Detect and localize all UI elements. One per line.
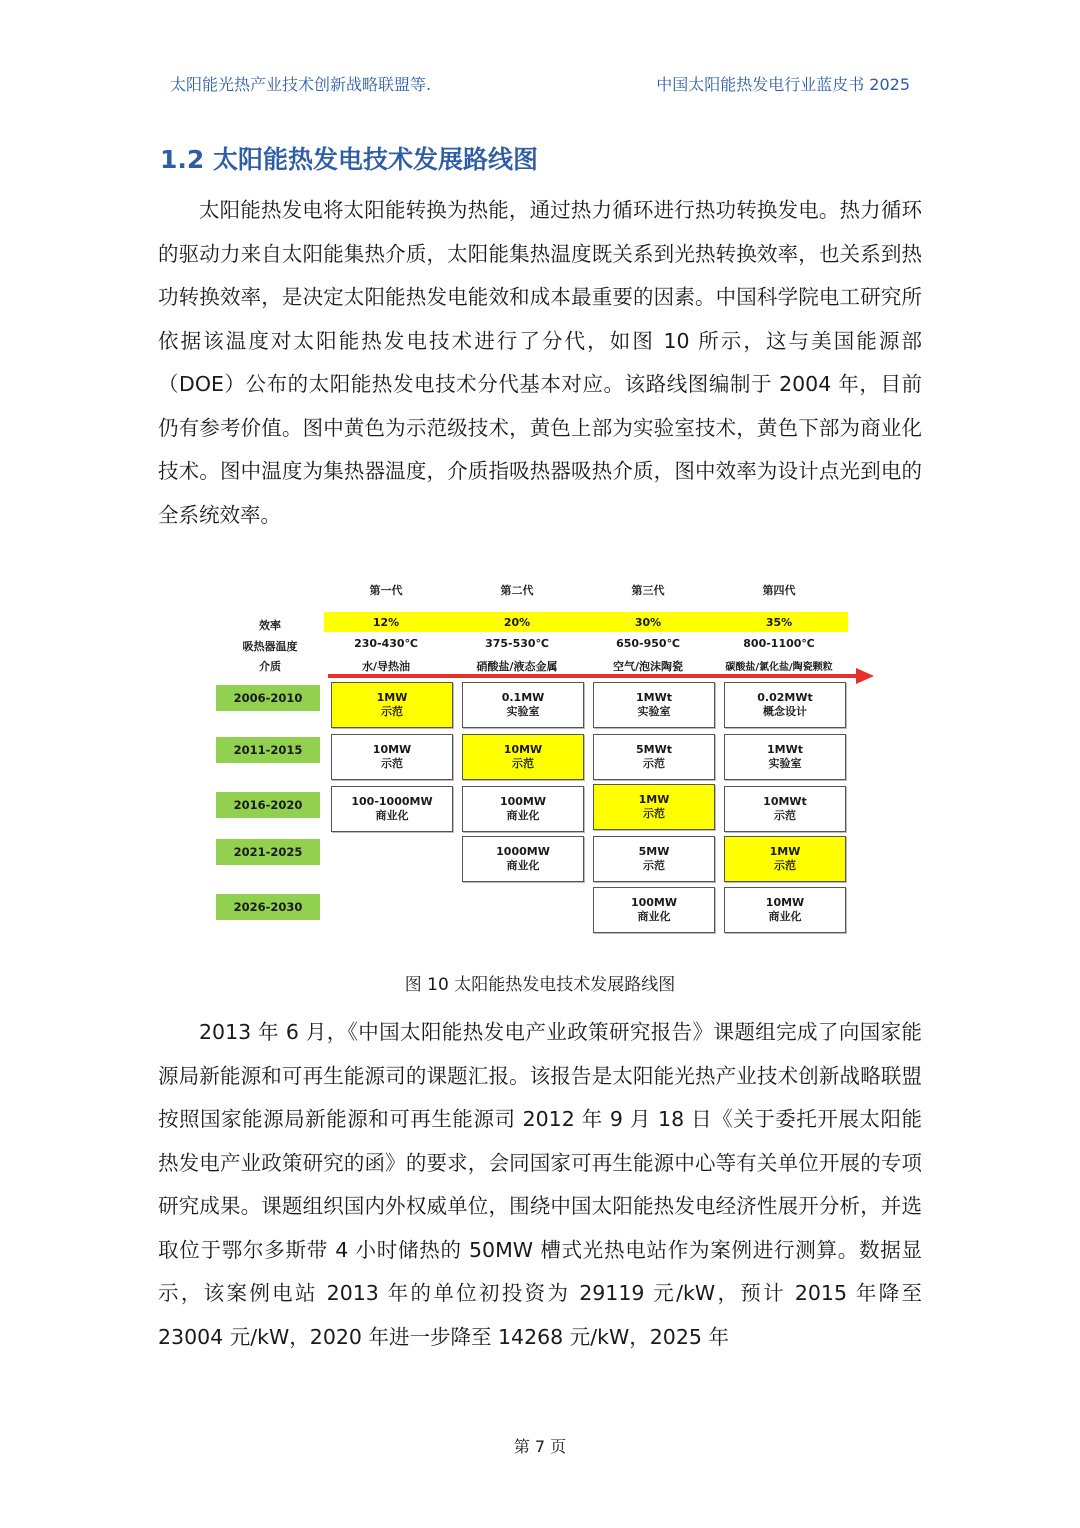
section-title: 1.2 太阳能热发电技术发展路线图: [160, 145, 538, 174]
cell-stage: 实验室: [637, 705, 671, 718]
temperature-value: 375-530℃: [485, 637, 549, 650]
cell-scale: 1MWt: [767, 743, 803, 756]
roadmap-cell: [462, 682, 584, 728]
cell-scale: 5MW: [638, 845, 670, 858]
header-right: 中国太阳能热发电行业蓝皮书 2025: [656, 75, 910, 94]
medium-value: 水/导热油: [361, 660, 411, 673]
temperature-label: 吸热器温度: [242, 640, 298, 653]
cell-stage: 示范: [643, 757, 665, 770]
roadmap-cell: [724, 682, 846, 728]
header-left: 太阳能光热产业技术创新战略联盟等.: [170, 75, 432, 94]
roadmap-cell: [462, 786, 584, 832]
cell-scale: 1MW: [638, 793, 670, 806]
temperature-value: 800-1100℃: [743, 637, 815, 650]
roadmap-cell: [331, 682, 453, 728]
generation-4-header: 第四代: [762, 584, 796, 597]
cell-stage: 概念设计: [763, 705, 807, 718]
cell-stage: 示范: [774, 809, 796, 822]
cell-scale: 100-1000MW: [351, 795, 433, 808]
efficiency-value: 30%: [634, 616, 662, 629]
cell-stage: 示范: [512, 757, 534, 770]
cell-stage: 实验室: [768, 757, 802, 770]
roadmap-cell: [724, 786, 846, 832]
roadmap-cell: [462, 734, 584, 780]
roadmap-cell: [593, 734, 715, 780]
cell-scale: 10MW: [503, 743, 543, 756]
cell-stage: 实验室: [506, 705, 540, 718]
temperature-value: 230-430℃: [354, 637, 418, 650]
cell-stage: 示范: [643, 859, 665, 872]
roadmap-cell: [724, 836, 846, 882]
cell-stage: 商业化: [506, 859, 540, 872]
cell-stage: 示范: [774, 859, 796, 872]
medium-value: 硝酸盐/液态金属: [476, 660, 558, 673]
generation-2-header: 第二代: [500, 584, 534, 597]
arrow-head-icon: [856, 668, 874, 684]
roadmap-cell: [724, 887, 846, 933]
year-label: 2011-2015: [216, 737, 320, 763]
efficiency-value: 20%: [503, 616, 531, 629]
cell-scale: 0.1MW: [501, 691, 545, 704]
medium-value: 碳酸盐/氯化盐/陶瓷颗粒: [725, 662, 833, 673]
cell-scale: 1MWt: [636, 691, 672, 704]
cell-scale: 100MW: [499, 795, 547, 808]
cell-stage: 商业化: [506, 809, 540, 822]
cell-scale: 1MW: [769, 845, 801, 858]
roadmap-cell: [724, 734, 846, 780]
cell-stage: 商业化: [768, 910, 802, 923]
page-number: 第 7 页: [513, 1437, 567, 1456]
cell-scale: 5MWt: [636, 743, 672, 756]
cell-scale: 100MW: [630, 896, 678, 909]
medium-label: 介质: [259, 660, 281, 673]
roadmap-cell: [462, 836, 584, 882]
figure-caption: 图 10 太阳能热发电技术发展路线图: [404, 975, 676, 995]
cell-stage: 示范: [381, 705, 403, 718]
roadmap-cell: [593, 784, 715, 830]
cell-scale: 1000MW: [496, 845, 550, 858]
efficiency-label: 效率: [259, 619, 281, 632]
roadmap-cell: [593, 836, 715, 882]
medium-value: 空气/泡沫陶瓷: [612, 660, 684, 673]
cell-scale: 0.02MWt: [757, 691, 813, 704]
cell-scale: 10MW: [765, 896, 805, 909]
roadmap-cell: [331, 734, 453, 780]
generation-1-header: 第一代: [369, 584, 403, 597]
cell-stage: 商业化: [637, 910, 671, 923]
year-label: 2016-2020: [216, 792, 320, 818]
roadmap-figure: [210, 572, 880, 942]
year-label: 2006-2010: [216, 685, 320, 711]
roadmap-cell: [331, 786, 453, 832]
cell-stage: 示范: [643, 807, 665, 820]
paragraph-intro: 太阳能热发电将太阳能转换为热能，通过热力循环进行热功转换发电。热力循环的驱动力来自太阳能集热介质，太阳能集热温度既关系到光热转换效率，也关系到热功转换效率，是决定太阳能热发电能效和成本最重要的因素。中国科学院电工研究所依据该温度对太阳能热发电技术进行了分代，如图 10 所示，这与美国能源部（DOE）公布的太阳能热发电技术分代基本对应。该路线图编制于 2004 年，目前仍有参考价值。图中黄色为示范级技术，黄色上部为实验室技术，黄色下部为商业化技术。图中温度为集热器温度，介质指吸热器吸热介质，图中效率为设计点光到电的全系统效率。: [158, 198, 922, 527]
roadmap-cell: [593, 682, 715, 728]
year-label: 2026-2030: [216, 894, 320, 920]
timeline-arrow: [328, 674, 858, 678]
efficiency-value: 12%: [372, 616, 400, 629]
temperature-value: 650-950℃: [616, 637, 680, 650]
cell-scale: 1MW: [376, 691, 408, 704]
generation-3-header: 第三代: [631, 584, 665, 597]
year-label: 2021-2025: [216, 839, 320, 865]
cell-stage: 商业化: [375, 809, 409, 822]
cell-scale: 10MW: [372, 743, 412, 756]
cell-stage: 示范: [381, 757, 403, 770]
paragraph-report: 2013 年 6 月，《中国太阳能热发电产业政策研究报告》课题组完成了向国家能源局新能源和可再生能源司的课题汇报。该报告是太阳能光热产业技术创新战略联盟按照国家能源局新能源和可再生能源司 2012 年 9 月 18 日《关于委托开展太阳能热发电产业政策研究的函》的要求，会同国家可再生能源中心等有关单位开展的专项研究成果。课题组织国内外权威单位，围绕中国太阳能热发电经济性展开分析，并选取位于鄂尔多斯带 4 小时储热的 50MW 槽式光热电站作为案例进行测算。数据显示，该案例电站 2013 年的单位初投资为 29119 元/kW，预计 2015 年降至 23004 元/kW，2020 年进一步降至 14268 元/kW，2025 年: [158, 1020, 922, 1349]
roadmap-cell: [593, 887, 715, 933]
efficiency-value: 35%: [765, 616, 793, 629]
cell-scale: 10MWt: [763, 795, 807, 808]
